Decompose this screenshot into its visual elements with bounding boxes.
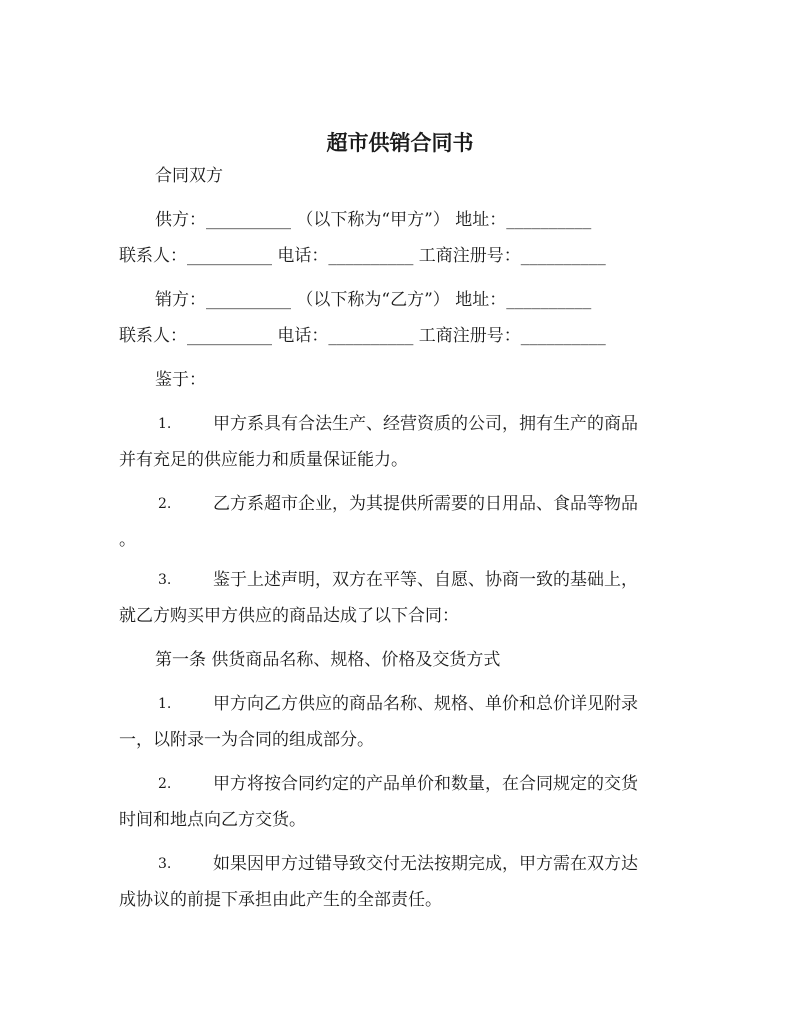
recital-text: 就乙方购买甲方供应的商品达成了以下合同： — [119, 606, 459, 626]
recital-number: 3. — [158, 572, 172, 588]
clause-number: 2. — [158, 776, 172, 792]
recital-text: 并有充足的供应能力和质量保证能力。 — [119, 450, 408, 470]
buyer-line: 销方：__________ （以下称为“乙方”） 地址：__________ — [155, 290, 592, 310]
clause-text: 时间和地点向乙方交货。 — [119, 810, 306, 830]
supplier-line: 供方：__________ （以下称为“甲方”） 地址：__________ — [155, 210, 592, 230]
clause-text: 甲方将按合同约定的产品单价和数量，在合同规定的交货 — [213, 774, 638, 794]
clause-text: 如果因甲方过错导致交付无法按期完成，甲方需在双方达 — [213, 854, 638, 874]
supplier-contact-line: 联系人：__________ 电话：__________ 工商注册号：__________ — [119, 246, 606, 266]
parties-heading: 合同双方 — [155, 166, 223, 186]
clause-number: 3. — [158, 856, 172, 872]
recital-text: 甲方系具有合法生产、经营资质的公司，拥有生产的商品 — [213, 414, 638, 434]
recital-text: 鉴于上述声明，双方在平等、自愿、协商一致的基础上， — [213, 570, 638, 590]
clause-text: 成协议的前提下承担由此产生的全部责任。 — [119, 890, 442, 910]
clause-text: 一，以附录一为合同的组成部分。 — [119, 730, 374, 750]
recital-number: 2. — [158, 496, 172, 512]
whereas-heading: 鉴于： — [155, 370, 206, 390]
clause-text: 甲方向乙方供应的商品名称、规格、单价和总价详见附录 — [213, 694, 638, 714]
buyer-contact-line: 联系人：__________ 电话：__________ 工商注册号：__________ — [119, 326, 606, 346]
clause-number: 1. — [158, 696, 172, 712]
recital-text: 。 — [119, 530, 136, 550]
document-title: 超市供销合同书 — [326, 130, 474, 155]
article-heading: 第一条 供货商品名称、规格、价格及交货方式 — [155, 650, 501, 670]
recital-text: 乙方系超市企业，为其提供所需要的日用品、食品等物品 — [213, 494, 638, 514]
recital-number: 1. — [158, 416, 172, 432]
